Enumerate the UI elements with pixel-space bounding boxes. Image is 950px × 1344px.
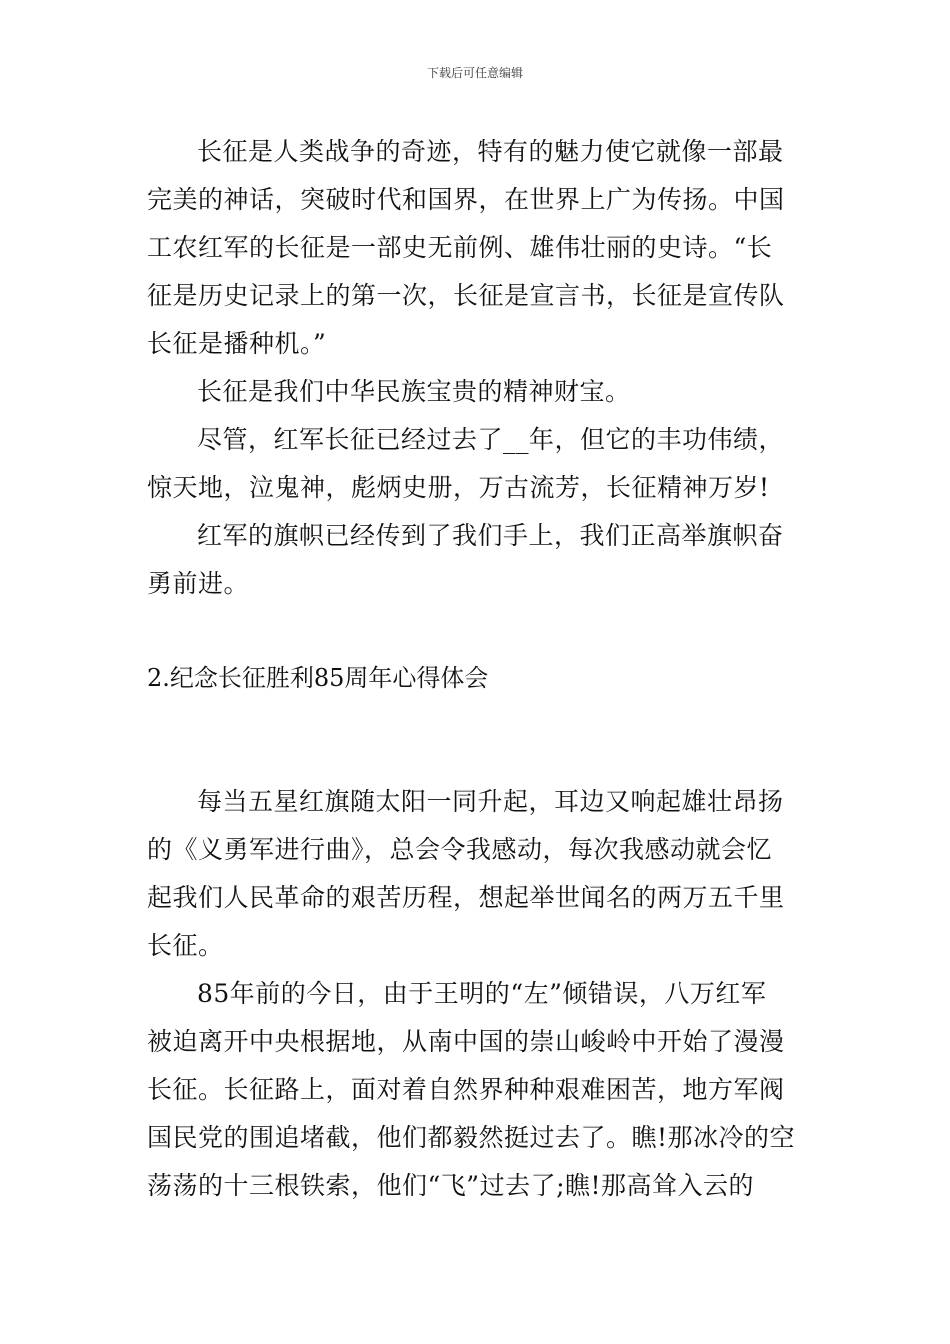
paragraph: [147, 512, 807, 608]
text-line: 起我们人民革命的艰苦历程，想起举世闻名的两万五千里: [147, 883, 785, 912]
paragraph: [147, 368, 807, 416]
text-line: 被迫离开中央根据地，从南中国的崇山峻岭中开始了漫漫: [147, 1027, 785, 1056]
text-line: 征是历史记录上的第一次，长征是宣言书，长征是宣传队: [147, 281, 785, 310]
text-line: 长征。: [147, 931, 224, 960]
paragraph: [147, 416, 807, 512]
text-line: 长征。长征路上，面对着自然界种种艰难困苦，地方军阀: [147, 1075, 785, 1104]
document-body: [147, 128, 807, 1210]
text-line: 85年前的今日，由于王明的“左”倾错误，八万红军: [197, 979, 767, 1008]
text-line: 每当五星红旗随太阳一同升起，耳边又响起雄壮昂扬: [197, 787, 784, 816]
paragraph: [147, 778, 807, 970]
text-line: 尽管，红军长征已经过去了__年，但它的丰功伟绩，: [197, 425, 785, 454]
text-line: 国民党的围追堵截，他们都毅然挺过去了。瞧!那冰冷的空: [147, 1123, 796, 1152]
paragraph: [147, 128, 807, 368]
spacer: [147, 608, 807, 654]
spacer: [147, 702, 807, 778]
text-line: 长征是我们中华民族宝贵的精神财宝。: [197, 377, 631, 406]
text-line: 惊天地，泣鬼神，彪炳史册，万古流芳，长征精神万岁!: [147, 473, 770, 502]
text-line: 工农红军的长征是一部史无前例、雄伟壮丽的史诗。“长: [147, 233, 773, 262]
text-line: 勇前进。: [147, 569, 250, 598]
text-line: 红军的旗帜已经传到了我们手上，我们正高举旗帜奋: [197, 521, 784, 550]
text-line: 长征是播种机。”: [147, 329, 327, 358]
page-header: 下载后可任意编辑: [426, 66, 523, 80]
text-line: 长征是人类战争的奇迹，特有的魅力使它就像一部最: [197, 137, 784, 166]
section-heading: 2.纪念长征胜利85周年心得体会: [147, 664, 489, 692]
text-line: 的《义勇军进行曲》，总会令我感动，每次我感动就会忆: [147, 835, 773, 864]
text-line: 完美的神话，突破时代和国界，在世界上广为传扬。中国: [147, 185, 785, 214]
paragraph: [147, 970, 807, 1210]
text-line: 荡荡的十三根铁索，他们“飞”过去了;瞧!那高耸入云的: [147, 1171, 755, 1200]
